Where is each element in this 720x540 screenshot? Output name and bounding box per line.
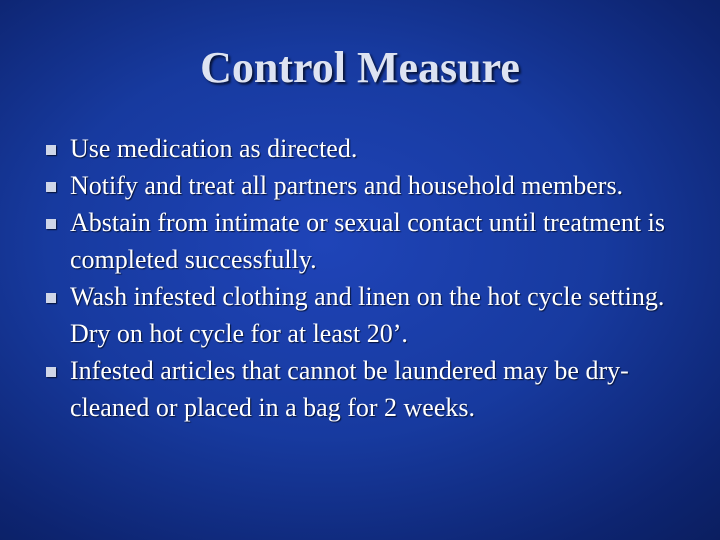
- bullet-text: Infested articles that cannot be laundered may be dry-cleaned or placed in a bag for 2 weeks.: [70, 356, 629, 422]
- square-bullet-icon: [46, 219, 56, 229]
- bullet-list: [46, 130, 696, 426]
- square-bullet-icon: [46, 145, 56, 155]
- bullet-item: [46, 130, 696, 167]
- bullet-item: [46, 352, 696, 426]
- square-bullet-icon: [46, 182, 56, 192]
- bullet-text: Abstain from intimate or sexual contact until treatment is completed successfully.: [70, 208, 665, 274]
- square-bullet-icon: [46, 367, 56, 377]
- bullet-text: Wash infested clothing and linen on the hot cycle setting. Dry on hot cycle for at least 20’.: [70, 282, 665, 348]
- slide-title: Control Measure: [200, 43, 520, 92]
- bullet-text: Use medication as directed.: [70, 134, 358, 163]
- bullet-item: [46, 278, 696, 352]
- bullet-item: [46, 167, 696, 204]
- square-bullet-icon: [46, 293, 56, 303]
- bullet-item: [46, 204, 696, 278]
- bullet-text: Notify and treat all partners and household members.: [70, 171, 624, 200]
